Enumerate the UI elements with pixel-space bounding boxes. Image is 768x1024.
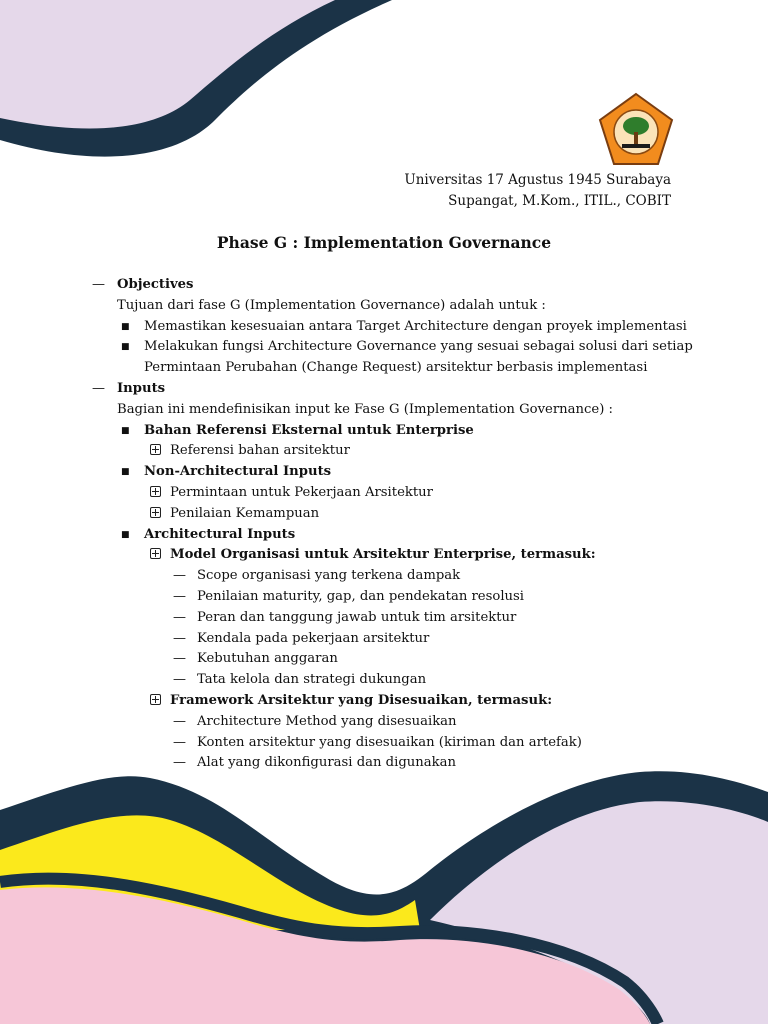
- cross-bullet-icon: [150, 545, 161, 566]
- logo-tree-trunk: [634, 132, 638, 144]
- list-item: [92, 733, 712, 754]
- dash-marker: —: [173, 734, 186, 750]
- dash-marker: —: [92, 277, 105, 292]
- list-item: [92, 504, 712, 525]
- list-item: [92, 587, 712, 608]
- non-arch-item: Penilaian Kemampuan: [170, 505, 320, 521]
- bullet-marker: ■: [121, 425, 130, 436]
- list-item: [92, 691, 712, 712]
- cross-bullet-icon: [150, 504, 161, 525]
- document-body: [92, 275, 712, 774]
- list-item: [92, 525, 712, 546]
- dash-marker: —: [92, 380, 105, 396]
- framework-item: Architecture Method yang disesuaikan: [197, 713, 457, 729]
- list-item: [92, 441, 712, 462]
- inputs-intro: Bagian ini mendefinisikan input ke Fase G (Implementation Governance) :: [117, 401, 613, 417]
- dash-marker: —: [173, 651, 186, 667]
- author-name: Supangat, M.Kom., ITIL., COBIT: [448, 193, 671, 209]
- dash-marker: —: [173, 713, 186, 729]
- list-item: [92, 753, 712, 774]
- list-item: [92, 483, 712, 504]
- list-item: [92, 462, 712, 483]
- top-wave-lavender: [0, 0, 335, 129]
- org-model-item: Penilaian maturity, gap, dan pendekatan resolusi: [197, 588, 525, 604]
- objectives-intro: Tujuan dari fase G (Implementation Governance) adalah untuk :: [117, 297, 546, 313]
- org-model-item: Scope organisasi yang terkena dampak: [197, 568, 461, 584]
- list-item: [92, 421, 712, 442]
- org-model-item: Peran dan tanggung jawab untuk tim arsitektur: [197, 609, 517, 625]
- framework-item: Alat yang dikonfigurasi dan digunakan: [197, 755, 456, 771]
- external-item: Referensi bahan arsitektur: [170, 443, 350, 459]
- objective-item: Melakukan fungsi Architecture Governance yang sesuai sebagai solusi dari setiap: [144, 339, 693, 355]
- list-item: [92, 566, 712, 587]
- page-title: Phase G : Implementation Governance: [216, 233, 552, 252]
- objective-item-continuation: Permintaan Perubahan (Change Request) arsitektur berbasis implementasi: [144, 360, 648, 376]
- objective-item: Memastikan kesesuaian antara Target Architecture dengan proyek implementasi: [144, 318, 687, 334]
- list-item: [92, 317, 712, 338]
- list-item: [92, 649, 712, 670]
- framework-heading: Framework Arsitektur yang Disesuaikan, termasuk:: [170, 692, 553, 708]
- bottom-wave-decoration: [0, 770, 768, 1024]
- university-logo: [598, 92, 674, 168]
- university-name: Universitas 17 Agustus 1945 Surabaya: [404, 172, 671, 188]
- org-model-heading: Model Organisasi untuk Arsitektur Enterprise, termasuk:: [170, 547, 596, 563]
- non-arch-item: Permintaan untuk Pekerjaan Arsitektur: [170, 484, 433, 500]
- cross-bullet-icon: [150, 483, 161, 504]
- bullet-marker: ■: [121, 529, 130, 540]
- list-item: [92, 337, 712, 358]
- bullet-marker: ■: [121, 321, 130, 332]
- non-arch-heading: Non-Architectural Inputs: [144, 464, 332, 480]
- inputs-intro-row: [92, 400, 712, 421]
- arch-heading: Architectural Inputs: [144, 526, 296, 542]
- inputs-heading: Inputs: [117, 380, 166, 396]
- list-item: [92, 608, 712, 629]
- objectives-heading: Objectives: [117, 277, 194, 292]
- affiliation-block: [404, 170, 671, 212]
- list-item: [92, 545, 712, 566]
- cross-bullet-icon: [150, 441, 161, 462]
- dash-marker: —: [173, 568, 186, 584]
- inputs-heading-row: [92, 379, 712, 400]
- list-item: [92, 670, 712, 691]
- dash-marker: —: [173, 672, 186, 688]
- dash-marker: —: [173, 755, 186, 771]
- dash-marker: —: [173, 588, 186, 604]
- bullet-marker: ■: [121, 342, 130, 353]
- org-model-item: Kebutuhan anggaran: [197, 651, 338, 667]
- framework-item: Konten arsitektur yang disesuaikan (kiriman dan artefak): [197, 734, 582, 750]
- org-model-item: Tata kelola dan strategi dukungan: [197, 672, 427, 688]
- list-item: [92, 712, 712, 733]
- objectives-intro-row: [92, 296, 712, 317]
- cross-bullet-icon: [150, 691, 161, 712]
- logo-ground: [622, 144, 650, 148]
- objectives-heading-row: [92, 275, 712, 296]
- dash-marker: —: [173, 630, 186, 646]
- list-item: [92, 629, 712, 650]
- org-model-item: Kendala pada pekerjaan arsitektur: [197, 630, 430, 646]
- external-heading: Bahan Referensi Eksternal untuk Enterprise: [144, 422, 474, 438]
- dash-marker: —: [173, 609, 186, 625]
- list-item-continuation: [92, 358, 712, 379]
- bullet-marker: ■: [121, 467, 130, 478]
